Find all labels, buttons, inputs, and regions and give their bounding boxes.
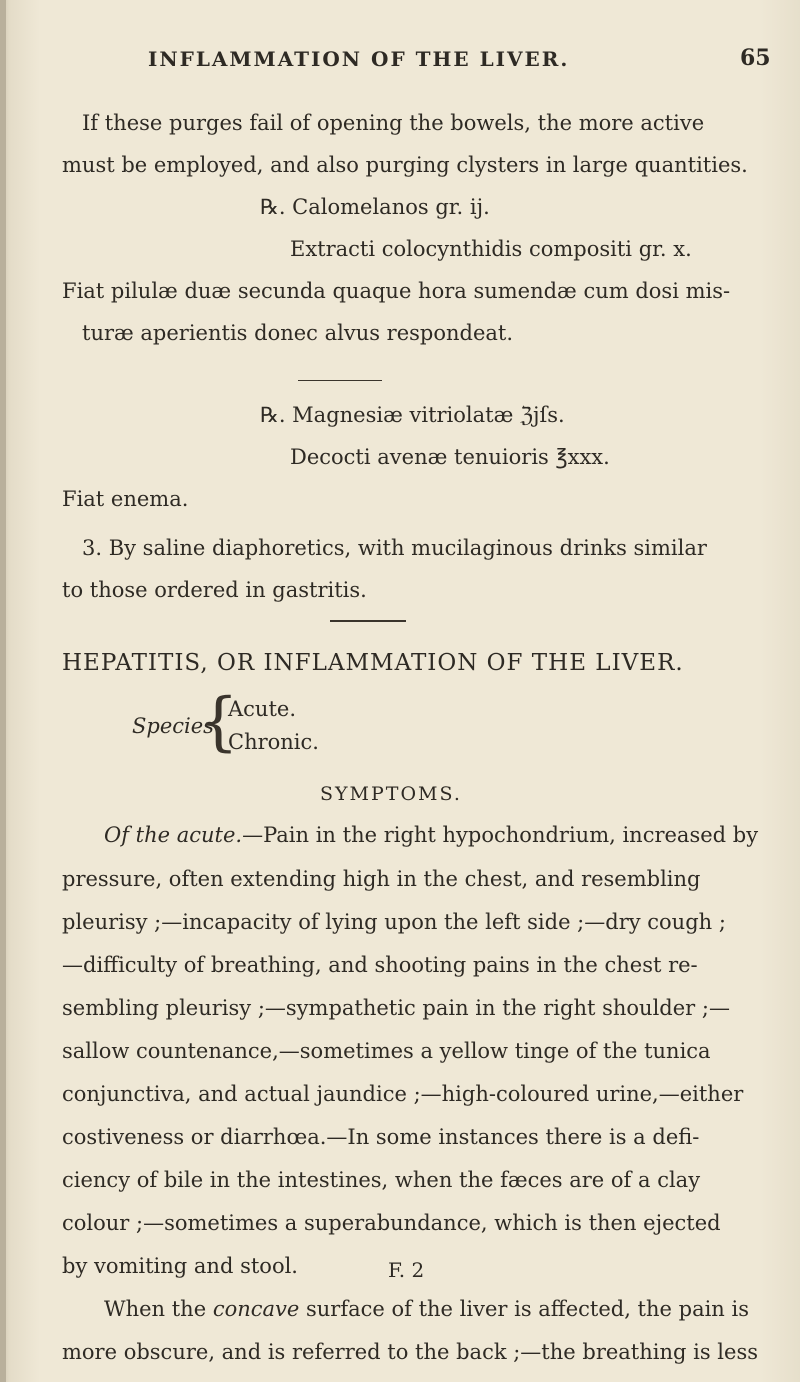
text-line: conjunctiva, and actual jaundice ;—high-coloured urine,—either (62, 1082, 744, 1106)
text-line: pleurisy ;—incapacity of lying upon the left side ;—dry cough ; (62, 910, 726, 934)
text-line: turæ aperientis donec alvus respondeat. (82, 321, 514, 345)
text-line: 3. By saline diaphoretics, with mucilaginous drinks similar (82, 536, 707, 560)
species-chronic: Chronic. (228, 730, 319, 754)
text-line: If these purges fail of opening the bowels, the more active (82, 111, 705, 135)
text-line: Fiat pilulæ duæ secunda quaque hora sumendæ cum dosi mis- (62, 279, 731, 303)
section-divider (330, 620, 406, 622)
species-acute: Acute. (228, 697, 296, 721)
brace-glyph: { (198, 685, 239, 759)
species-label: Species. (132, 714, 221, 738)
prescription-line: Decocti avenæ tenuioris ℥xxx. (290, 445, 610, 469)
text-line: more obscure, and is referred to the back ;—the breathing is less (62, 1340, 758, 1364)
prescription-line: ℞. Magnesiæ vitriolatæ ℨjſs. (260, 403, 565, 427)
italic-word: concave (212, 1297, 300, 1321)
text-line (104, 1299, 749, 1320)
prescription-line: ℞. Calomelanos gr. ij. (260, 195, 490, 219)
text-line: —difficulty of breathing, and shooting pains in the chest re- (62, 953, 698, 977)
signature-mark: F. 2 (388, 1258, 425, 1282)
italic-lead: Of the acute. (104, 823, 243, 847)
text-line: by vomiting and stool. (62, 1254, 298, 1278)
text-line: Fiat enema. (62, 487, 189, 511)
symptoms-heading: SYMPTOMS. (320, 783, 462, 805)
short-rule (298, 380, 382, 381)
text-line: sallow countenance,—sometimes a yellow tinge of the tunica (62, 1039, 711, 1063)
text-line: sembling pleurisy ;—sympathetic pain in the right shoulder ;— (62, 996, 730, 1020)
text-run: When the (104, 1297, 213, 1321)
text-line: pressure, often extending high in the chest, and resembling (62, 867, 701, 891)
text-run: surface of the liver is affected, the pain is (299, 1297, 749, 1321)
page-edge-shadow (0, 0, 6, 1382)
section-heading: HEPATITIS, OR INFLAMMATION OF THE LIVER. (62, 650, 684, 676)
text-line: costiveness or diarrhœa.—In some instances there is a defi- (62, 1125, 700, 1149)
running-header: INFLAMMATION OF THE LIVER. (148, 47, 570, 71)
prescription-line: Extracti colocynthidis compositi gr. x. (290, 237, 692, 261)
page-number: 65 (740, 45, 771, 71)
text-line: must be employed, and also purging clysters in large quantities. (62, 153, 748, 177)
text-line: to those ordered in gastritis. (62, 578, 367, 602)
text-line: colour ;—sometimes a superabundance, which is then ejected (62, 1211, 721, 1235)
text-run: —Pain in the right hypochondrium, increased by (242, 823, 759, 847)
text-line (104, 825, 758, 846)
text-line: ciency of bile in the intestines, when the fæces are of a clay (62, 1168, 701, 1192)
